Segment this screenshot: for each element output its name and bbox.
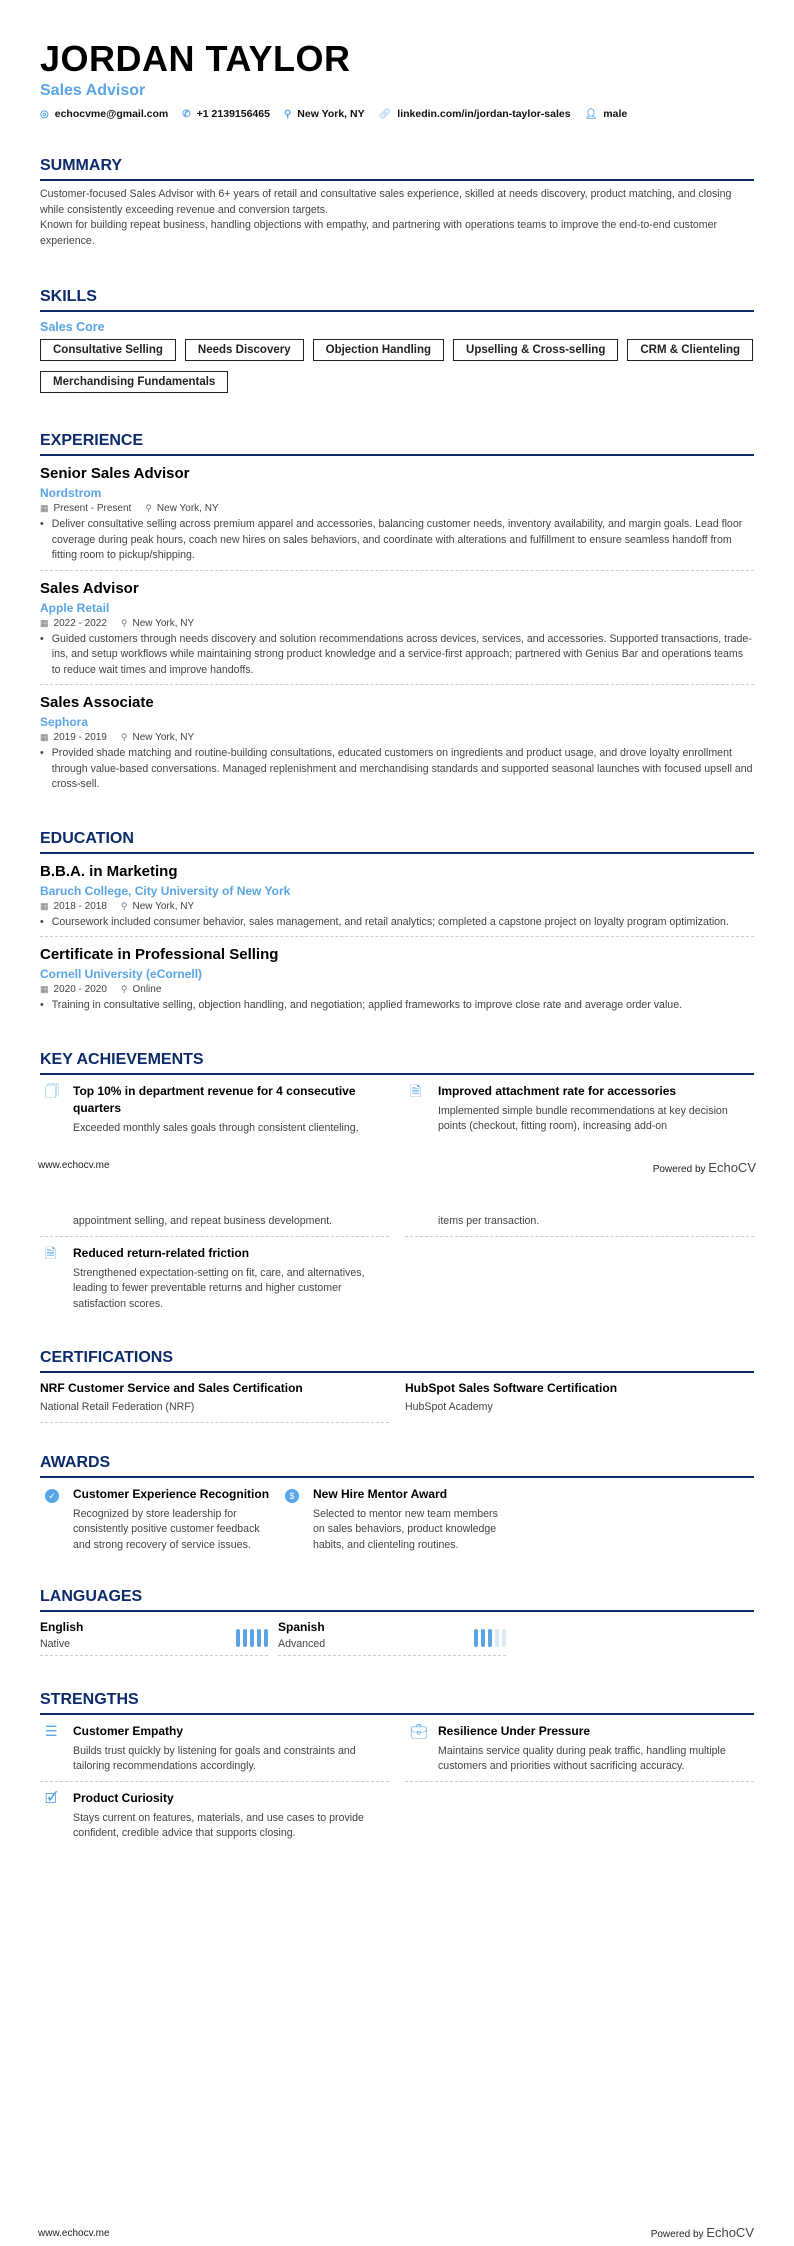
powered-label: Powered by: [650, 2229, 704, 2240]
footer-site[interactable]: www.echocv.me: [38, 1160, 110, 1171]
rating-bar: [243, 1629, 247, 1647]
skill-tag: Objection Handling: [313, 339, 444, 361]
strength-item: [40, 1715, 389, 1782]
link-icon: 🔗︎: [378, 108, 392, 120]
strength-desc: Builds trust quickly by listening for goals and constraints and tailoring recommendations accordingly.: [73, 1744, 356, 1772]
section-heading: LANGUAGES: [40, 1587, 754, 1612]
calendar-icon: ▦: [40, 900, 49, 911]
experience-section: [40, 431, 754, 799]
achievement-desc: appointment selling, and repeat business development.: [73, 1215, 333, 1227]
certification-issuer: HubSpot Academy: [405, 1401, 493, 1413]
bullet-dot: •: [40, 518, 44, 530]
experience-entry: [40, 456, 754, 571]
languages-section: [40, 1587, 754, 1656]
language-rating: [474, 1624, 506, 1653]
section-heading: EDUCATION: [40, 829, 754, 854]
candidate-title: Sales Advisor: [40, 82, 146, 99]
entry-location: New York, NY: [156, 503, 219, 514]
experience-entry: [40, 685, 754, 799]
skill-tags: [40, 339, 754, 393]
footer-powered: [651, 2225, 754, 2240]
entry-dates: 2018 - 2018: [53, 900, 107, 912]
rating-bar: [474, 1629, 478, 1647]
language-level: Advanced: [278, 1638, 326, 1650]
entry-location: New York, NY: [132, 900, 195, 912]
certification-issuer: National Retail Federation (NRF): [40, 1401, 195, 1413]
briefcase-icon: 💼︎: [410, 1722, 428, 1739]
page-break: [38, 1138, 756, 1212]
award-desc: Recognized by store leadership for consistently positive customer feedback and strong recovery of service issues.: [73, 1507, 260, 1551]
list-icon: ☰: [45, 1722, 58, 1739]
summary-section: [40, 156, 754, 249]
entry-location: Online: [132, 984, 162, 995]
language-level: Native: [40, 1638, 71, 1650]
entry-title: Sales Associate: [40, 694, 154, 711]
location-icon: ⚲: [120, 900, 128, 911]
email-icon: ◎: [40, 108, 49, 120]
contact-gender: [585, 108, 628, 120]
strength-desc: Stays current on features, materials, and use cases to provide confident, credible advice that supports closing.: [73, 1811, 364, 1839]
achievement-desc: items per transaction.: [438, 1215, 540, 1227]
brand-logo: EchoCV: [708, 1160, 756, 1175]
education-entry: [40, 937, 754, 1020]
contact-email[interactable]: [40, 108, 168, 120]
summary-paragraph: Known for building repeat business, handling objections with empathy, and partnering with operations teams to improve the end-to-end customer experience.: [40, 219, 718, 247]
skills-section: [40, 287, 754, 393]
section-heading: STRENGTHS: [40, 1690, 754, 1715]
skill-tag: Merchandising Fundamentals: [40, 371, 228, 393]
entry-location: New York, NY: [132, 617, 195, 629]
achievement-item: [405, 1075, 754, 1139]
strength-item: [40, 1782, 389, 1848]
rating-bar: [264, 1629, 268, 1647]
achievement-item: [40, 1075, 389, 1139]
check-circle-icon: ✓: [45, 1489, 59, 1503]
user-icon: 👤︎: [584, 108, 598, 120]
bullet-dot: •: [40, 632, 44, 645]
invoice-icon: 🗎︎: [45, 1244, 57, 1261]
achievement-title: Top 10% in department revenue for 4 consecutive quarters: [73, 1083, 356, 1115]
education-section: [40, 829, 754, 1020]
achievement-title: Improved attachment rate for accessories: [438, 1083, 677, 1098]
section-heading: CERTIFICATIONS: [40, 1348, 754, 1373]
entry-bullet: Guided customers through needs discovery and solution recommendations across devices, services, and accessories. Supported transactions, trade-ins, and setup workflows while maintaining strong product knowledge and a service-first approach; partnered with Genius Bar and operations teams to reduce wait times and improve handoffs.: [51, 632, 752, 676]
entry-organization: Cornell University (eCornell): [40, 967, 203, 981]
certification-item: [40, 1373, 389, 1423]
achievement-title: Reduced return-related friction: [73, 1245, 250, 1260]
contact-text: +1 2139156465: [196, 108, 270, 120]
strengths-section: [40, 1690, 754, 1848]
location-icon: ⚲: [120, 617, 128, 628]
entry-bullet: Training in consultative selling, objection handling, and negotiation; applied frameworks to improve close rate and average order value.: [51, 999, 683, 1011]
achievements-section: [40, 1050, 754, 1319]
language-item: [40, 1620, 268, 1656]
entry-title: Senior Sales Advisor: [40, 465, 190, 482]
rating-bar: [495, 1629, 499, 1647]
calendar-icon: ▦: [40, 984, 49, 994]
section-heading: EXPERIENCE: [40, 431, 754, 456]
entry-title: Sales Advisor: [40, 579, 139, 597]
certification-title: HubSpot Sales Software Certification: [405, 1381, 618, 1395]
certifications-section: [40, 1348, 754, 1423]
calendar-icon: ▦: [40, 503, 49, 513]
skill-group-title: Sales Core: [40, 320, 105, 334]
contact-linkedin[interactable]: [379, 108, 571, 120]
award-item: [280, 1478, 510, 1560]
summary-paragraph: Customer-focused Sales Advisor with 6+ years of retail and consultative sales experience, skilled at needs discovery, product matching, and closing while consistently exceeding revenue and conversion targets.: [40, 188, 732, 216]
brand-logo: EchoCV: [706, 2225, 754, 2240]
strength-item: [405, 1715, 754, 1782]
document-icon: 🗍︎: [45, 1082, 59, 1099]
location-icon: ⚲: [120, 732, 128, 742]
entry-dates: 2019 - 2019: [53, 732, 107, 743]
rating-bar: [481, 1629, 485, 1647]
award-title: New Hire Mentor Award: [313, 1486, 448, 1501]
entry-title: B.B.A. in Marketing: [40, 862, 178, 880]
phone-icon: ✆: [182, 108, 191, 120]
language-name: Spanish: [278, 1620, 325, 1634]
language-item: [278, 1620, 506, 1656]
section-heading: SKILLS: [40, 287, 754, 312]
contact-phone[interactable]: [182, 108, 270, 120]
language-rating: [236, 1624, 268, 1653]
contact-text: male: [603, 108, 628, 120]
location-icon: ⚲: [145, 503, 152, 513]
entry-organization: Nordstrom: [40, 486, 102, 500]
strength-title: Resilience Under Pressure: [438, 1723, 591, 1738]
entry-bullet: Deliver consultative selling across premium apparel and accessories, balancing customer needs, inventory availability, and margin goals. Lead floor coverage during peak hours, coach new hires on sales behaviors, and coordinate with alterations and fulfillment to ensure seamless handoff from fitting room to pickup/shipping.: [51, 518, 743, 561]
award-desc: Selected to mentor new team members on sales behaviors, product knowledge habits, and clienteling routines.: [313, 1507, 498, 1551]
rating-bar: [257, 1629, 261, 1647]
achievement-item: [40, 1237, 389, 1319]
invoice-icon: 🗎︎: [410, 1082, 422, 1099]
rating-bar: [502, 1629, 506, 1647]
file-check-icon: 🗹︎: [45, 1789, 58, 1806]
candidate-name: JORDAN TAYLOR: [40, 38, 351, 79]
achievement-desc: Exceeded monthly sales goals through consistent clienteling,: [73, 1121, 359, 1134]
achievement-desc: Implemented simple bundle recommendations at key decision points (checkout, fitting room), increasing add-on: [438, 1104, 728, 1132]
skill-tag: Needs Discovery: [185, 339, 304, 361]
skill-tag: CRM & Clienteling: [627, 339, 753, 361]
skill-tag: Consultative Selling: [40, 339, 176, 361]
resume: [40, 38, 754, 1848]
contact-text: echocvme@gmail.com: [54, 108, 169, 120]
achievement-desc: Strengthened expectation-setting on fit, care, and alternatives, leading to fewer preventable returns and higher customer satisfaction scores.: [73, 1266, 365, 1310]
bullet-dot: •: [40, 915, 44, 928]
awards-section: [40, 1453, 754, 1560]
entry-dates: 2020 - 2020: [53, 984, 107, 995]
certification-item: [405, 1373, 754, 1423]
entry-organization: Baruch College, City University of New York: [40, 883, 291, 898]
strength-desc: Maintains service quality during peak traffic, handling multiple customers and priorities without sacrificing accuracy.: [438, 1744, 726, 1772]
entry-bullet: Coursework included consumer behavior, sales management, and retail analytics; completed a capstone project on loyalty program optimization.: [51, 915, 729, 928]
calendar-icon: ▦: [40, 732, 49, 742]
location-icon: ⚲: [283, 108, 292, 120]
entry-dates: 2022 - 2022: [53, 617, 107, 629]
certification-title: NRF Customer Service and Sales Certification: [40, 1381, 303, 1395]
rating-bar: [250, 1629, 254, 1647]
footer-site[interactable]: www.echocv.me: [38, 2228, 110, 2239]
strength-title: Product Curiosity: [73, 1790, 174, 1805]
calendar-icon: ▦: [40, 617, 49, 628]
achievement-item-continued: [405, 1212, 754, 1237]
entry-organization: Sephora: [40, 715, 89, 729]
strength-title: Customer Empathy: [73, 1723, 184, 1738]
skill-tag: Upselling & Cross-selling: [453, 339, 618, 361]
contact-text: New York, NY: [297, 108, 365, 120]
bullet-dot: •: [40, 747, 44, 759]
entry-bullet: Provided shade matching and routine-building consultations, educated customers on ingredients and product usage, and drove loyalty enrollment through value-based conversations. Managed replenishment and merchandising standards and supported seasonal launches with focused upsell and cross-sell.: [51, 747, 753, 790]
section-heading: SUMMARY: [40, 156, 754, 181]
entry-organization: Apple Retail: [40, 600, 110, 615]
award-item: [40, 1478, 270, 1560]
section-heading: AWARDS: [40, 1453, 754, 1478]
achievement-item-continued: [40, 1212, 389, 1237]
rating-bar: [488, 1629, 492, 1647]
education-entry: [40, 854, 754, 938]
bullet-dot: •: [40, 999, 44, 1011]
contact-bar: [40, 108, 754, 120]
language-name: English: [40, 1620, 84, 1634]
location-icon: ⚲: [120, 984, 128, 994]
contact-text: linkedin.com/in/jordan-taylor-sales: [397, 108, 571, 120]
experience-entry: [40, 571, 754, 686]
award-title: Customer Experience Recognition: [73, 1486, 270, 1501]
contact-location: [284, 108, 365, 120]
powered-label: Powered by: [652, 1164, 706, 1175]
entry-dates: Present - Present: [53, 503, 132, 514]
rating-bar: [236, 1629, 240, 1647]
entry-location: New York, NY: [132, 732, 195, 743]
dollar-circle-icon: $: [285, 1489, 299, 1503]
section-heading: KEY ACHIEVEMENTS: [40, 1050, 754, 1075]
entry-title: Certificate in Professional Selling: [40, 946, 279, 963]
footer-powered: [653, 1160, 756, 1175]
